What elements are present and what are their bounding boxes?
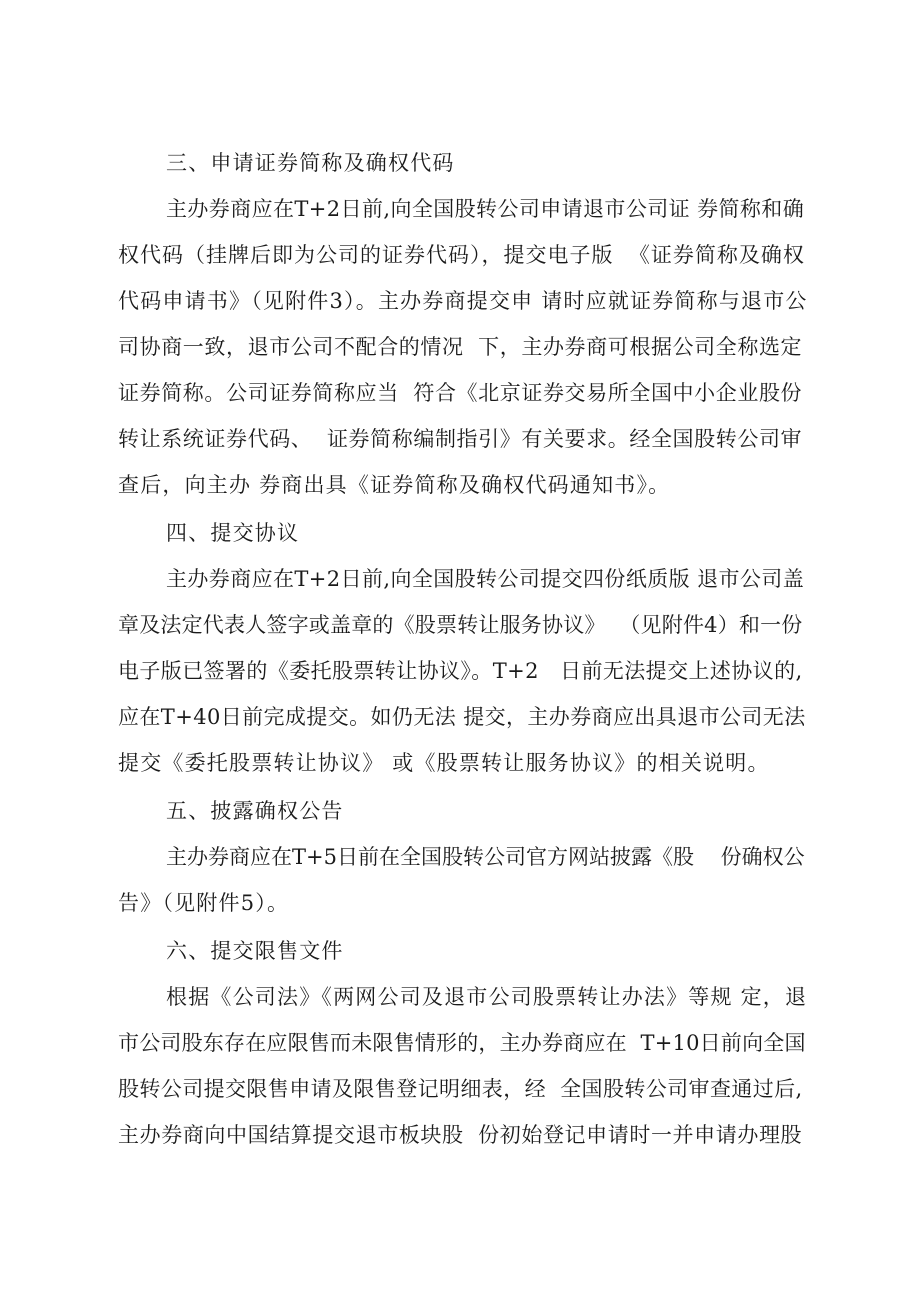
paragraph-line: 股转公司提交限售申请及限售登记明细表，经 全国股转公司审查通过后,	[118, 1077, 803, 1101]
paragraph-line: 主办券商应在T+5日前在全国股转公司官方网站披露《股 份确权公	[166, 845, 805, 869]
paragraph-line: 提交《委托股票转让协议》 或《股票转让服务协议》的相关说明。	[118, 751, 770, 775]
paragraph-line: 主办券商应在T+2日前,向全国股转公司申请退市公司证 券简称和确	[166, 197, 805, 221]
section-heading-6: 六、提交限售文件	[166, 939, 344, 963]
paragraph-line: 市公司股东存在应限售而未限售情形的，主办券商应在 T+10日前向全国	[118, 1031, 806, 1055]
paragraph-line: 主办券商向中国结算提交退市板块股 份初始登记申请时一并申请办理股	[118, 1123, 803, 1147]
paragraph-line: 查后，向主办 券商出具《证券简称及确权代码通知书》。	[118, 473, 671, 497]
paragraph-line: 应在T+40日前完成提交。如仍无法 提交，主办券商应出具退市公司无法	[118, 705, 806, 729]
paragraph-line: 电子版已签署的《委托股票转让协议》。T+2 日前无法提交上述协议的,	[118, 659, 803, 683]
section-heading-4: 四、提交协议	[166, 521, 300, 545]
paragraph-line: 证券简称。公司证券简称应当 符合《北京证券交易所全国中小企业股份	[118, 381, 803, 405]
paragraph-line: 告》（见附件5）。	[118, 891, 290, 915]
paragraph-line: 转让系统证券代码、 证券简称编制指引》有关要求。经全国股转公司审	[118, 427, 803, 451]
section-heading-5: 五、披露确权公告	[166, 799, 344, 823]
paragraph-line: 权代码（挂牌后即为公司的证券代码），提交电子版 《证券简称及确权	[118, 243, 805, 267]
paragraph-line: 司协商一致，退市公司不配合的情况 下，主办券商可根据公司全称选定	[118, 335, 803, 359]
section-heading-3: 三、申请证券简称及确权代码	[166, 151, 455, 175]
paragraph-line: 根据《公司法》《两网公司及退市公司股票转让办法》等规 定，退	[166, 985, 808, 1009]
paragraph-line: 主办券商应在T+2日前,向全国股转公司提交四份纸质版 退市公司盖	[166, 567, 805, 591]
paragraph-line: 章及法定代表人签字或盖章的《股票转让服务协议》 （见附件4）和一份	[118, 613, 803, 637]
paragraph-line: 代码申请书》（见附件3）。主办券商提交申 请时应就证券简称与退市公	[118, 289, 808, 313]
